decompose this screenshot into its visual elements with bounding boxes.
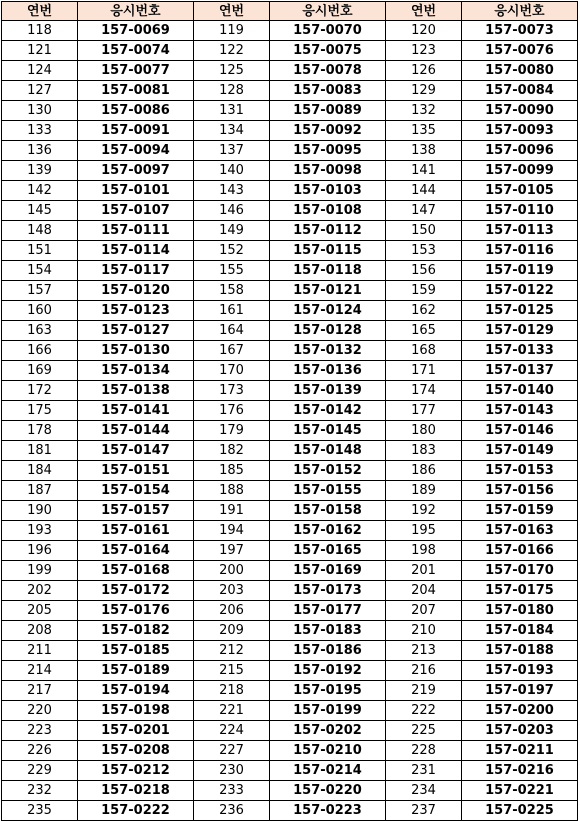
serial-number-cell: 202 [2, 581, 78, 601]
serial-number-cell: 118 [2, 21, 78, 41]
serial-number-cell: 148 [2, 221, 78, 241]
serial-number-cell: 180 [386, 421, 462, 441]
table-row [2, 381, 578, 401]
serial-number-cell: 221 [194, 701, 270, 721]
exam-number-cell: 157-0119 [462, 261, 578, 281]
exam-number-cell: 157-0156 [462, 481, 578, 501]
table-row [2, 681, 578, 701]
exam-number-cell: 157-0129 [462, 321, 578, 341]
exam-number-cell: 157-0101 [78, 181, 194, 201]
serial-number-cell: 218 [194, 681, 270, 701]
serial-number-cell: 223 [2, 721, 78, 741]
serial-number-cell: 186 [386, 461, 462, 481]
serial-number-cell: 236 [194, 801, 270, 821]
exam-number-cell: 157-0154 [78, 481, 194, 501]
serial-number-cell: 147 [386, 201, 462, 221]
table-row [2, 481, 578, 501]
serial-number-cell: 138 [386, 141, 462, 161]
serial-number-cell: 150 [386, 221, 462, 241]
exam-number-cell: 157-0166 [462, 541, 578, 561]
serial-number-cell: 176 [194, 401, 270, 421]
exam-number-cell: 157-0183 [270, 621, 386, 641]
exam-number-cell: 157-0086 [78, 101, 194, 121]
exam-number-cell: 157-0124 [270, 301, 386, 321]
exam-number-cell: 157-0078 [270, 61, 386, 81]
table-row [2, 21, 578, 41]
serial-number-cell: 177 [386, 401, 462, 421]
serial-number-cell: 143 [194, 181, 270, 201]
applicant-number-table [1, 1, 578, 821]
serial-number-cell: 215 [194, 661, 270, 681]
exam-number-cell: 157-0176 [78, 601, 194, 621]
exam-number-cell: 157-0108 [270, 201, 386, 221]
exam-number-cell: 157-0182 [78, 621, 194, 641]
serial-number-cell: 155 [194, 261, 270, 281]
serial-number-cell: 156 [386, 261, 462, 281]
exam-number-cell: 157-0165 [270, 541, 386, 561]
exam-number-cell: 157-0148 [270, 441, 386, 461]
exam-number-cell: 157-0103 [270, 181, 386, 201]
serial-number-cell: 133 [2, 121, 78, 141]
serial-number-cell: 169 [2, 361, 78, 381]
exam-number-cell: 157-0180 [462, 601, 578, 621]
serial-number-cell: 128 [194, 81, 270, 101]
exam-number-cell: 157-0145 [270, 421, 386, 441]
serial-number-cell: 170 [194, 361, 270, 381]
table-row [2, 641, 578, 661]
serial-number-cell: 210 [386, 621, 462, 641]
exam-number-cell: 157-0097 [78, 161, 194, 181]
exam-number-cell: 157-0212 [78, 761, 194, 781]
table-row [2, 261, 578, 281]
serial-number-cell: 121 [2, 41, 78, 61]
exam-number-cell: 157-0074 [78, 41, 194, 61]
table-row [2, 501, 578, 521]
serial-number-cell: 129 [386, 81, 462, 101]
serial-number-cell: 193 [2, 521, 78, 541]
exam-number-cell: 157-0157 [78, 501, 194, 521]
serial-number-cell: 231 [386, 761, 462, 781]
table-row [2, 581, 578, 601]
exam-number-cell: 157-0172 [78, 581, 194, 601]
exam-number-cell: 157-0152 [270, 461, 386, 481]
exam-number-cell: 157-0185 [78, 641, 194, 661]
serial-number-cell: 229 [2, 761, 78, 781]
serial-number-cell: 149 [194, 221, 270, 241]
serial-number-cell: 237 [386, 801, 462, 821]
table-row [2, 541, 578, 561]
exam-number-cell: 157-0115 [270, 241, 386, 261]
exam-number-cell: 157-0111 [78, 221, 194, 241]
exam-number-cell: 157-0199 [270, 701, 386, 721]
serial-number-cell: 228 [386, 741, 462, 761]
serial-number-cell: 220 [2, 701, 78, 721]
exam-number-cell: 157-0133 [462, 341, 578, 361]
serial-number-cell: 142 [2, 181, 78, 201]
exam-number-cell: 157-0184 [462, 621, 578, 641]
serial-number-cell: 203 [194, 581, 270, 601]
serial-number-cell: 161 [194, 301, 270, 321]
serial-number-cell: 157 [2, 281, 78, 301]
serial-number-cell: 125 [194, 61, 270, 81]
serial-number-cell: 153 [386, 241, 462, 261]
serial-number-cell: 146 [194, 201, 270, 221]
serial-number-cell: 191 [194, 501, 270, 521]
serial-number-cell: 173 [194, 381, 270, 401]
serial-number-cell: 162 [386, 301, 462, 321]
exam-number-cell: 157-0170 [462, 561, 578, 581]
exam-number-cell: 157-0153 [462, 461, 578, 481]
table-row [2, 281, 578, 301]
serial-number-cell: 126 [386, 61, 462, 81]
serial-number-cell: 187 [2, 481, 78, 501]
exam-number-cell: 157-0113 [462, 221, 578, 241]
serial-number-cell: 214 [2, 661, 78, 681]
exam-number-cell: 157-0138 [78, 381, 194, 401]
exam-number-cell: 157-0118 [270, 261, 386, 281]
serial-number-cell: 171 [386, 361, 462, 381]
serial-number-cell: 225 [386, 721, 462, 741]
exam-number-cell: 157-0140 [462, 381, 578, 401]
serial-number-cell: 164 [194, 321, 270, 341]
table-row [2, 221, 578, 241]
exam-number-cell: 157-0195 [270, 681, 386, 701]
serial-number-cell: 200 [194, 561, 270, 581]
exam-number-cell: 157-0193 [462, 661, 578, 681]
serial-number-cell: 160 [2, 301, 78, 321]
table-row [2, 781, 578, 801]
serial-number-cell: 174 [386, 381, 462, 401]
serial-number-cell: 197 [194, 541, 270, 561]
serial-number-cell: 168 [386, 341, 462, 361]
exam-number-cell: 157-0121 [270, 281, 386, 301]
exam-number-cell: 157-0143 [462, 401, 578, 421]
serial-number-cell: 154 [2, 261, 78, 281]
serial-number-cell: 222 [386, 701, 462, 721]
table-row [2, 141, 578, 161]
exam-number-cell: 157-0070 [270, 21, 386, 41]
table-row [2, 561, 578, 581]
exam-number-cell: 157-0123 [78, 301, 194, 321]
exam-number-cell: 157-0225 [462, 801, 578, 821]
serial-number-cell: 219 [386, 681, 462, 701]
exam-number-cell: 157-0151 [78, 461, 194, 481]
serial-number-cell: 145 [2, 201, 78, 221]
serial-number-cell: 216 [386, 661, 462, 681]
exam-number-cell: 157-0189 [78, 661, 194, 681]
exam-number-cell: 157-0091 [78, 121, 194, 141]
serial-number-cell: 175 [2, 401, 78, 421]
exam-number-cell: 157-0203 [462, 721, 578, 741]
exam-number-cell: 157-0169 [270, 561, 386, 581]
header-serial-number: 연번 [2, 2, 78, 21]
serial-number-cell: 211 [2, 641, 78, 661]
exam-number-cell: 157-0220 [270, 781, 386, 801]
serial-number-cell: 120 [386, 21, 462, 41]
exam-number-cell: 157-0211 [462, 741, 578, 761]
exam-number-cell: 157-0122 [462, 281, 578, 301]
exam-number-cell: 157-0076 [462, 41, 578, 61]
exam-number-cell: 157-0188 [462, 641, 578, 661]
serial-number-cell: 209 [194, 621, 270, 641]
exam-number-cell: 157-0163 [462, 521, 578, 541]
serial-number-cell: 196 [2, 541, 78, 561]
table-row [2, 401, 578, 421]
exam-number-cell: 157-0098 [270, 161, 386, 181]
serial-number-cell: 122 [194, 41, 270, 61]
exam-number-cell: 157-0144 [78, 421, 194, 441]
serial-number-cell: 182 [194, 441, 270, 461]
exam-number-cell: 157-0093 [462, 121, 578, 141]
exam-number-cell: 157-0197 [462, 681, 578, 701]
serial-number-cell: 213 [386, 641, 462, 661]
exam-number-cell: 157-0069 [78, 21, 194, 41]
exam-number-cell: 157-0177 [270, 601, 386, 621]
exam-number-cell: 157-0223 [270, 801, 386, 821]
exam-number-cell: 157-0136 [270, 361, 386, 381]
exam-number-cell: 157-0168 [78, 561, 194, 581]
table-row [2, 721, 578, 741]
serial-number-cell: 140 [194, 161, 270, 181]
exam-number-cell: 157-0096 [462, 141, 578, 161]
serial-number-cell: 172 [2, 381, 78, 401]
table-row [2, 661, 578, 681]
exam-number-cell: 157-0186 [270, 641, 386, 661]
exam-number-cell: 157-0127 [78, 321, 194, 341]
table-row [2, 161, 578, 181]
exam-number-cell: 157-0194 [78, 681, 194, 701]
serial-number-cell: 227 [194, 741, 270, 761]
exam-number-cell: 157-0084 [462, 81, 578, 101]
exam-number-cell: 157-0117 [78, 261, 194, 281]
serial-number-cell: 167 [194, 341, 270, 361]
serial-number-cell: 206 [194, 601, 270, 621]
serial-number-cell: 134 [194, 121, 270, 141]
header-serial-number: 연번 [194, 2, 270, 21]
serial-number-cell: 178 [2, 421, 78, 441]
serial-number-cell: 127 [2, 81, 78, 101]
exam-number-cell: 157-0198 [78, 701, 194, 721]
table-row [2, 41, 578, 61]
serial-number-cell: 188 [194, 481, 270, 501]
serial-number-cell: 204 [386, 581, 462, 601]
exam-number-cell: 157-0175 [462, 581, 578, 601]
serial-number-cell: 144 [386, 181, 462, 201]
exam-number-cell: 157-0114 [78, 241, 194, 261]
exam-number-cell: 157-0112 [270, 221, 386, 241]
exam-number-cell: 157-0200 [462, 701, 578, 721]
serial-number-cell: 185 [194, 461, 270, 481]
exam-number-cell: 157-0201 [78, 721, 194, 741]
serial-number-cell: 226 [2, 741, 78, 761]
exam-number-cell: 157-0083 [270, 81, 386, 101]
exam-number-cell: 157-0125 [462, 301, 578, 321]
table-row [2, 101, 578, 121]
table-row [2, 441, 578, 461]
exam-number-cell: 157-0192 [270, 661, 386, 681]
exam-number-cell: 157-0146 [462, 421, 578, 441]
table-row [2, 761, 578, 781]
serial-number-cell: 207 [386, 601, 462, 621]
exam-number-cell: 157-0105 [462, 181, 578, 201]
exam-number-cell: 157-0164 [78, 541, 194, 561]
header-exam-number: 응시번호 [78, 2, 194, 21]
exam-number-cell: 157-0107 [78, 201, 194, 221]
exam-number-cell: 157-0158 [270, 501, 386, 521]
serial-number-cell: 139 [2, 161, 78, 181]
exam-number-cell: 157-0095 [270, 141, 386, 161]
serial-number-cell: 135 [386, 121, 462, 141]
table-row [2, 341, 578, 361]
exam-number-cell: 157-0210 [270, 741, 386, 761]
serial-number-cell: 217 [2, 681, 78, 701]
serial-number-cell: 224 [194, 721, 270, 741]
table-row [2, 201, 578, 221]
table-row [2, 81, 578, 101]
serial-number-cell: 235 [2, 801, 78, 821]
serial-number-cell: 234 [386, 781, 462, 801]
exam-number-cell: 157-0149 [462, 441, 578, 461]
exam-number-cell: 157-0173 [270, 581, 386, 601]
serial-number-cell: 152 [194, 241, 270, 261]
serial-number-cell: 190 [2, 501, 78, 521]
exam-number-cell: 157-0141 [78, 401, 194, 421]
table-row [2, 241, 578, 261]
serial-number-cell: 232 [2, 781, 78, 801]
exam-number-cell: 157-0161 [78, 521, 194, 541]
exam-number-cell: 157-0142 [270, 401, 386, 421]
exam-number-cell: 157-0162 [270, 521, 386, 541]
exam-number-cell: 157-0075 [270, 41, 386, 61]
serial-number-cell: 198 [386, 541, 462, 561]
table-row [2, 61, 578, 81]
exam-number-cell: 157-0222 [78, 801, 194, 821]
serial-number-cell: 158 [194, 281, 270, 301]
table-row [2, 461, 578, 481]
serial-number-cell: 184 [2, 461, 78, 481]
serial-number-cell: 119 [194, 21, 270, 41]
table-row [2, 701, 578, 721]
serial-number-cell: 233 [194, 781, 270, 801]
serial-number-cell: 132 [386, 101, 462, 121]
exam-number-cell: 157-0155 [270, 481, 386, 501]
serial-number-cell: 131 [194, 101, 270, 121]
exam-number-cell: 157-0159 [462, 501, 578, 521]
exam-number-cell: 157-0094 [78, 141, 194, 161]
serial-number-cell: 189 [386, 481, 462, 501]
serial-number-cell: 166 [2, 341, 78, 361]
exam-number-cell: 157-0089 [270, 101, 386, 121]
exam-number-cell: 157-0081 [78, 81, 194, 101]
exam-number-cell: 157-0116 [462, 241, 578, 261]
serial-number-cell: 195 [386, 521, 462, 541]
exam-number-cell: 157-0147 [78, 441, 194, 461]
table-row [2, 361, 578, 381]
serial-number-cell: 179 [194, 421, 270, 441]
table-row [2, 321, 578, 341]
serial-number-cell: 199 [2, 561, 78, 581]
table-row [2, 121, 578, 141]
exam-number-cell: 157-0080 [462, 61, 578, 81]
serial-number-cell: 123 [386, 41, 462, 61]
serial-number-cell: 124 [2, 61, 78, 81]
exam-number-cell: 157-0218 [78, 781, 194, 801]
serial-number-cell: 130 [2, 101, 78, 121]
serial-number-cell: 212 [194, 641, 270, 661]
serial-number-cell: 136 [2, 141, 78, 161]
exam-number-cell: 157-0128 [270, 321, 386, 341]
exam-number-cell: 157-0202 [270, 721, 386, 741]
header-exam-number: 응시번호 [270, 2, 386, 21]
table-row [2, 301, 578, 321]
serial-number-cell: 183 [386, 441, 462, 461]
table-row [2, 801, 578, 821]
table-body [2, 21, 578, 821]
header-serial-number: 연번 [386, 2, 462, 21]
exam-number-cell: 157-0077 [78, 61, 194, 81]
exam-number-cell: 157-0130 [78, 341, 194, 361]
serial-number-cell: 141 [386, 161, 462, 181]
header-exam-number: 응시번호 [462, 2, 578, 21]
table-row [2, 741, 578, 761]
serial-number-cell: 137 [194, 141, 270, 161]
serial-number-cell: 230 [194, 761, 270, 781]
serial-number-cell: 205 [2, 601, 78, 621]
exam-number-cell: 157-0092 [270, 121, 386, 141]
serial-number-cell: 163 [2, 321, 78, 341]
exam-number-cell: 157-0208 [78, 741, 194, 761]
serial-number-cell: 181 [2, 441, 78, 461]
exam-number-cell: 157-0214 [270, 761, 386, 781]
table-row [2, 421, 578, 441]
exam-number-cell: 157-0221 [462, 781, 578, 801]
exam-number-cell: 157-0110 [462, 201, 578, 221]
serial-number-cell: 201 [386, 561, 462, 581]
exam-number-cell: 157-0216 [462, 761, 578, 781]
exam-number-cell: 157-0139 [270, 381, 386, 401]
serial-number-cell: 208 [2, 621, 78, 641]
exam-number-cell: 157-0090 [462, 101, 578, 121]
exam-number-cell: 157-0120 [78, 281, 194, 301]
table-row [2, 601, 578, 621]
exam-number-cell: 157-0137 [462, 361, 578, 381]
serial-number-cell: 194 [194, 521, 270, 541]
serial-number-cell: 159 [386, 281, 462, 301]
serial-number-cell: 151 [2, 241, 78, 261]
exam-number-cell: 157-0073 [462, 21, 578, 41]
serial-number-cell: 165 [386, 321, 462, 341]
table-row [2, 521, 578, 541]
table-row [2, 181, 578, 201]
exam-number-cell: 157-0099 [462, 161, 578, 181]
exam-number-cell: 157-0132 [270, 341, 386, 361]
serial-number-cell: 192 [386, 501, 462, 521]
exam-number-cell: 157-0134 [78, 361, 194, 381]
header-row [2, 2, 578, 21]
table-row [2, 621, 578, 641]
